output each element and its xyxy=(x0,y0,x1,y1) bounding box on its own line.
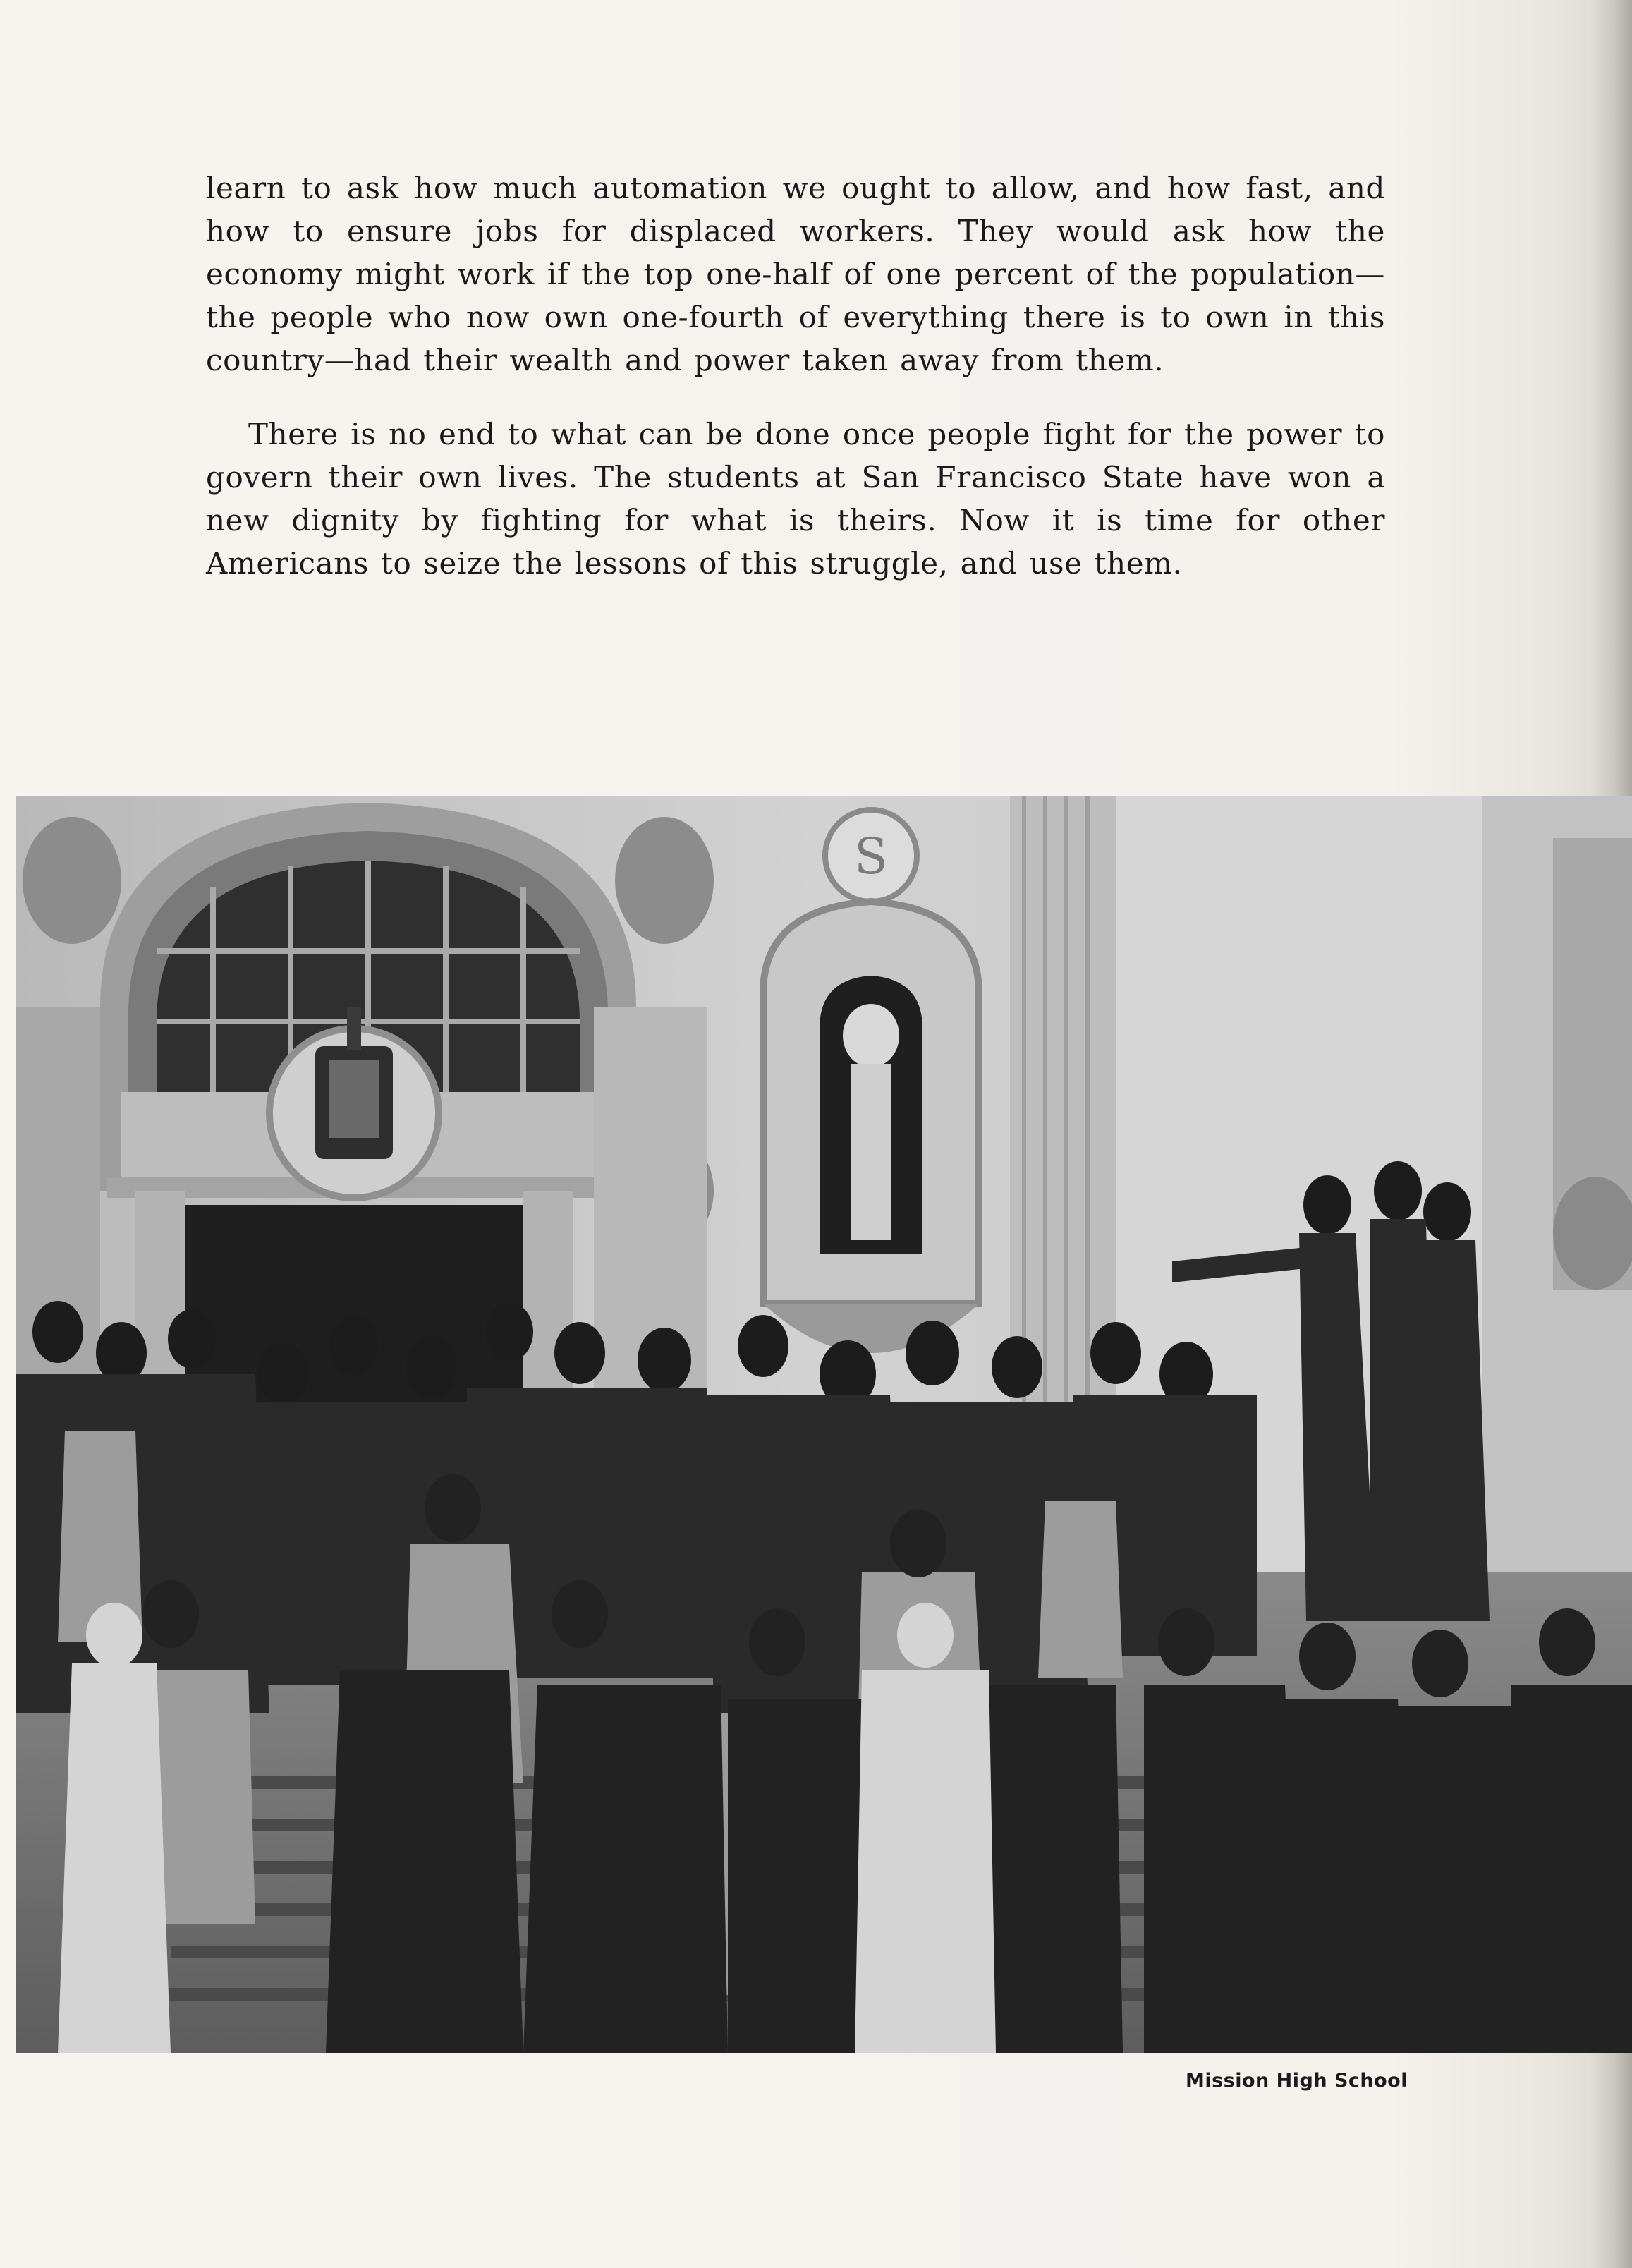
photo-caption: Mission High School xyxy=(1185,2070,1408,2092)
paragraph-1: learn to ask how much automation we ought to allow, and how fast, and how to ensure jobs for displaced workers. They would ask how the economy might work if the top one-half of one percent of the population—the people who now own one-fourth of everything there is to own in this country—had their wealth and power taken away from them. xyxy=(206,171,1385,377)
paragraph-2: There is no end to what can be done once people fight for the power to govern their own lives. The students at San Francisco State have won a new dignity by fighting for what is theirs. Now it is time for other Americans to seize the lessons of this struggle, and use them. xyxy=(206,417,1385,581)
mission-high-school-photo xyxy=(16,796,1632,2053)
article-body xyxy=(206,166,1385,585)
emblem-letter: S xyxy=(854,827,888,885)
